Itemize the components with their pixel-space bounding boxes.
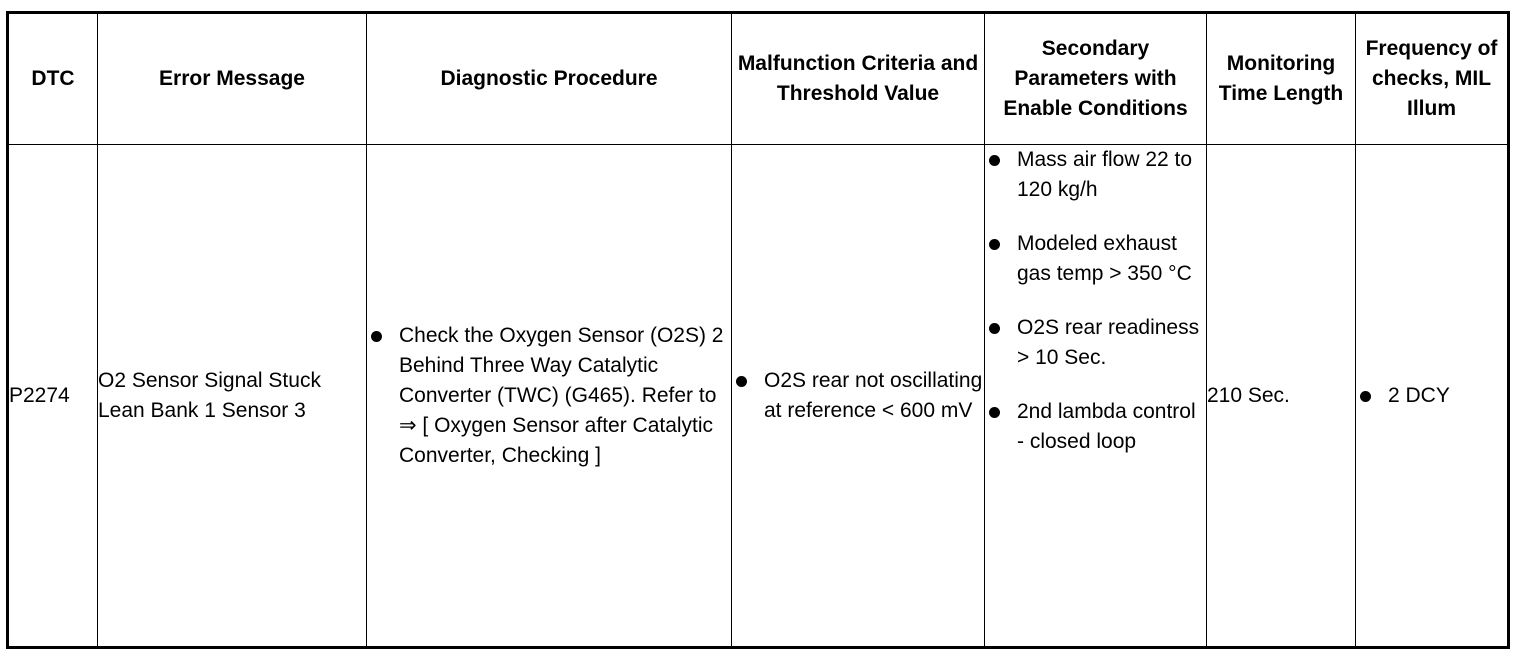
parameter-item (985, 397, 1206, 457)
bullet-icon (736, 376, 747, 387)
header-row (8, 13, 1509, 145)
procedure-text: Check the Oxygen Sensor (O2S) 2 Behind Three Way Catalytic Converter (TWC) (G465). Refer to ⇒ [ Oxygen Sensor after Catalytic Converter, Checking ] (399, 323, 724, 467)
frequency-text: 2 DCY (1388, 383, 1450, 407)
cell-diagnostic-procedure (367, 145, 732, 648)
parameter-text: Mass air flow 22 to 120 kg/h (1017, 148, 1193, 201)
header-dtc: DTC (8, 13, 98, 145)
parameter-text: O2S rear readiness > 10 Sec. (1017, 316, 1200, 369)
bullet-icon (989, 239, 1000, 250)
parameter-text: Modeled exhaust gas temp > 350 °C (1017, 232, 1192, 285)
procedure-item (367, 321, 731, 471)
dtc-table (6, 11, 1510, 649)
criteria-item (732, 366, 984, 426)
header-monitoring-time: Monitoring Time Length (1207, 13, 1356, 145)
cell-frequency (1356, 145, 1509, 648)
table-row (8, 145, 1509, 648)
cell-malfunction-criteria (732, 145, 985, 648)
parameter-item (985, 229, 1206, 289)
bullet-icon (371, 331, 382, 342)
parameter-text: 2nd lambda control - closed loop (1017, 400, 1196, 453)
bullet-icon (1360, 391, 1371, 402)
bullet-icon (989, 323, 1000, 334)
frequency-item (1356, 381, 1507, 411)
bullet-icon (989, 407, 1000, 418)
header-secondary-parameters: Secondary Parameters with Enable Conditions (985, 13, 1207, 145)
header-frequency: Frequency of checks, MIL Illum (1356, 13, 1509, 145)
cell-error-message: O2 Sensor Signal Stuck Lean Bank 1 Sensor 3 (98, 145, 367, 648)
cell-monitoring-time: 210 Sec. (1207, 145, 1356, 648)
header-malfunction-criteria: Malfunction Criteria and Threshold Value (732, 13, 985, 145)
header-error-message: Error Message (98, 13, 367, 145)
cell-dtc-code: P2274 (8, 145, 98, 648)
bullet-icon (989, 155, 1000, 166)
parameter-item (985, 145, 1206, 205)
cell-secondary-parameters (985, 145, 1207, 648)
header-diagnostic-procedure: Diagnostic Procedure (367, 13, 732, 145)
criteria-text: O2S rear not oscillating at reference < 600 mV (764, 368, 983, 422)
parameter-item (985, 313, 1206, 373)
